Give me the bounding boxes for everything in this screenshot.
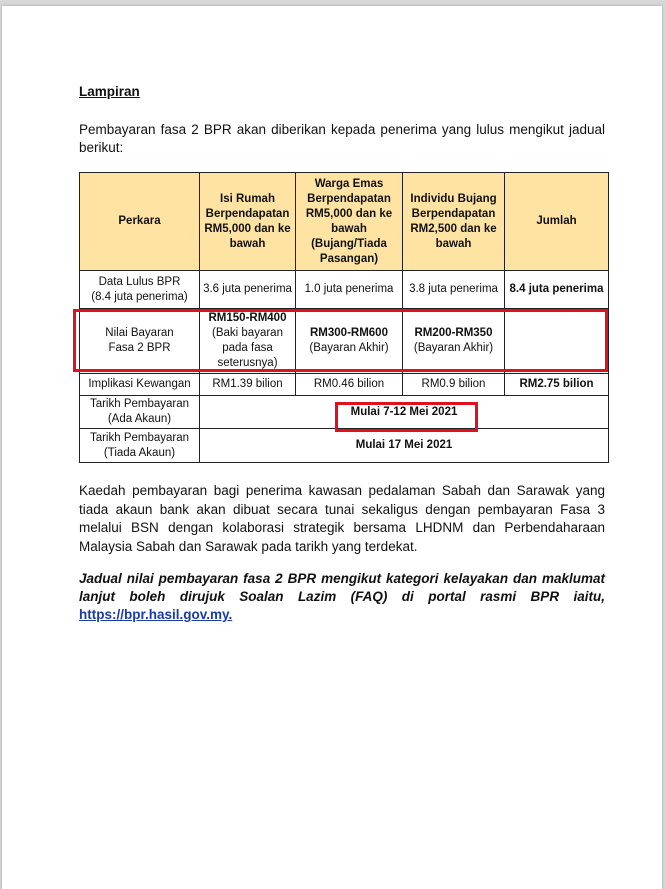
data-lulus-isi-rumah: 3.6 juta penerima xyxy=(200,271,296,309)
nilai-bayaran-sublabel: Fasa 2 BPR xyxy=(108,342,171,354)
tarikh-ada-label: Tarikh Pembayaran xyxy=(89,398,190,410)
nilai-bujang-amount: RM200-RM350 xyxy=(414,327,493,339)
faq-text: Jadual nilai pembayaran fasa 2 BPR mengikut kategori kelayakan dan maklumat lanjut boleh dirujuk Soalan Lazim (FAQ) di portal rasmi BPR iaitu, xyxy=(79,571,605,604)
portal-link[interactable]: https://bpr.hasil.gov.my. xyxy=(79,607,233,622)
data-lulus-label: Data Lulus BPR xyxy=(98,275,181,288)
tarikh-ada-sublabel: (Ada Akaun) xyxy=(107,413,172,425)
tarikh-ada-value: Mulai 7-12 Mei 2021 xyxy=(200,396,609,429)
implikasi-jumlah: RM2.75 bilion xyxy=(505,374,609,396)
implikasi-bujang: RM0.9 bilion xyxy=(403,374,505,396)
header-jumlah: Jumlah xyxy=(505,173,609,271)
implikasi-warga-emas: RM0.46 bilion xyxy=(296,374,403,396)
highlight-box-tarikh xyxy=(335,402,478,432)
data-lulus-sublabel: (8.4 juta penerima) xyxy=(91,290,188,303)
document-heading: Lampiran xyxy=(79,84,140,99)
payment-method-paragraph: Kaedah pembayaran bagi penerima kawasan pedalaman Sabah dan Sarawak yang tiada akaun bank akan dibuat secara tunai sekaligus dengan pembayaran Fasa 3 melalui BSN dengan kolaborasi strategik bersama LHDNM dan Perbendaharaan Malaysia Sabah dan Sarawak pada tarikh yang terdekat. xyxy=(79,483,605,554)
table-row xyxy=(80,374,609,396)
nilai-warga-emas-amount: RM300-RM600 xyxy=(310,327,388,339)
row-label xyxy=(80,271,200,309)
faq-paragraph xyxy=(79,570,605,624)
intro-paragraph: Pembayaran fasa 2 BPR akan diberikan kepada penerima yang lulus mengikut jadual berikut: xyxy=(79,122,605,155)
table-header-row xyxy=(80,173,609,271)
nilai-isi-rumah-amount: RM150-RM400 xyxy=(208,312,287,324)
tarikh-tiada-value: Mulai 17 Mei 2021 xyxy=(200,429,609,463)
header-bujang: Individu Bujang Berpendapatan RM2,500 dan ke bawah xyxy=(403,173,505,271)
nilai-bujang-note: (Bayaran Akhir) xyxy=(413,342,494,354)
header-perkara: Perkara xyxy=(80,173,200,271)
data-lulus-warga-emas: 1.0 juta penerima xyxy=(296,271,403,309)
implikasi-isi-rumah: RM1.39 bilion xyxy=(200,374,296,396)
tarikh-tiada-label: Tarikh Pembayaran xyxy=(89,431,190,444)
nilai-warga-emas-note: (Bayaran Akhir) xyxy=(309,342,389,354)
nilai-bayaran-label: Nilai Bayaran xyxy=(105,327,174,339)
tarikh-tiada-sublabel: (Tiada Akaun) xyxy=(103,446,176,459)
nilai-isi-rumah-note: (Baki bayaran pada fasa seterusnya) xyxy=(212,327,283,369)
highlight-box-nilai-bayaran xyxy=(73,309,608,372)
implikasi-label: Implikasi Kewangan xyxy=(80,374,200,396)
table-row xyxy=(80,429,609,463)
row-label xyxy=(80,429,200,463)
header-isi-rumah: Isi Rumah Berpendapatan RM5,000 dan ke bawah xyxy=(200,173,296,271)
header-warga-emas: Warga Emas Berpendapatan RM5,000 dan ke bawah (Bujang/Tiada Pasangan) xyxy=(296,173,403,271)
table-row xyxy=(80,271,609,309)
data-lulus-bujang: 3.8 juta penerima xyxy=(403,271,505,309)
data-lulus-jumlah: 8.4 juta penerima xyxy=(505,271,609,309)
row-label xyxy=(80,396,200,429)
